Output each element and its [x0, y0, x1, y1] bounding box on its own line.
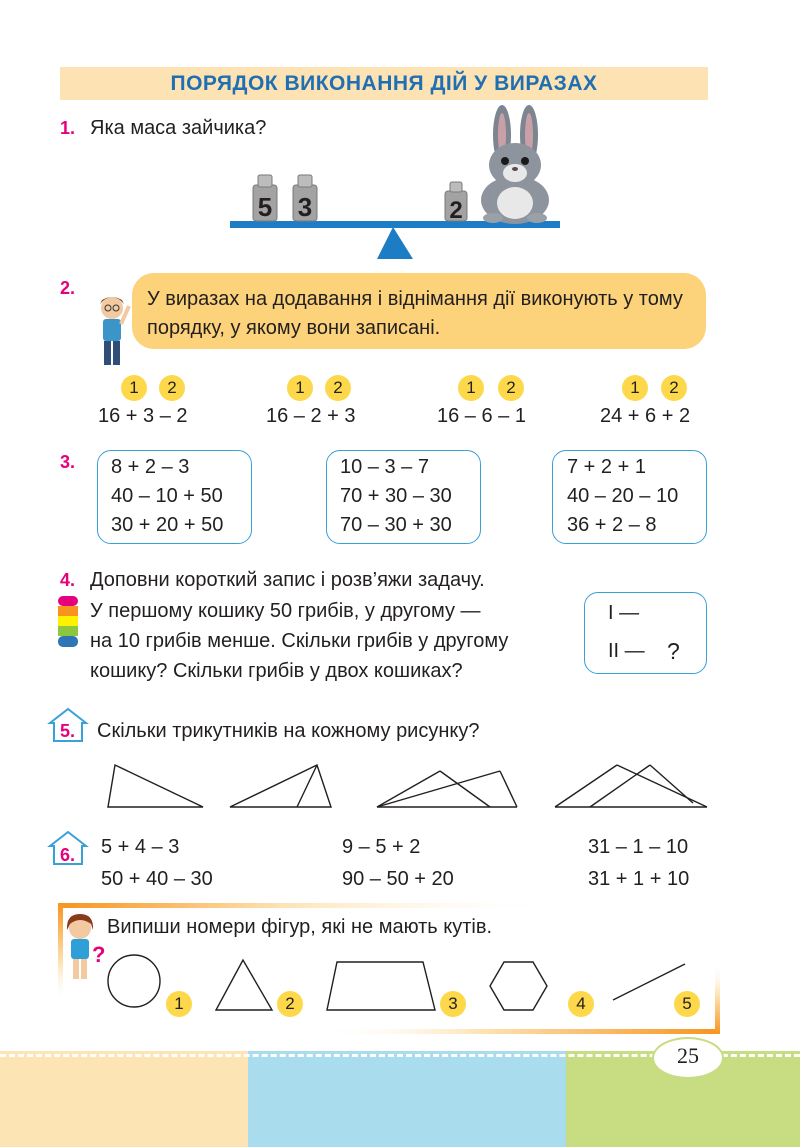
expression: 40 – 20 – 10 — [567, 485, 679, 507]
task6-column — [588, 831, 689, 895]
shape-number-badge: 4 — [568, 991, 594, 1017]
expression-list — [340, 453, 452, 540]
triangle-figure-4 — [555, 765, 707, 807]
boy-icon — [92, 292, 132, 370]
fulcrum-icon — [377, 227, 413, 259]
expression: 31 + 1 + 10 — [588, 868, 690, 890]
expression: 9 – 5 + 2 — [342, 836, 421, 858]
expression: 40 – 10 + 50 — [111, 485, 223, 507]
circle-shape — [108, 955, 160, 1007]
footer-band-middle — [248, 1051, 566, 1147]
expression: 7 + 2 + 1 — [567, 456, 646, 478]
hexagon-shape — [490, 962, 547, 1010]
shape-number-badge: 1 — [166, 991, 192, 1017]
shape-number-badge: 2 — [277, 991, 303, 1017]
order-badge: 1 — [458, 375, 484, 401]
expression: 70 + 30 – 30 — [340, 485, 452, 507]
page-title: ПОРЯДОК ВИКОНАННЯ ДІЙ У ВИРАЗАХ — [170, 72, 598, 95]
task4-instruction: Доповни короткий запис і розв’яжи задачу. — [90, 569, 485, 591]
triangle-figure-1 — [108, 765, 203, 807]
example-expression: 24 + 6 + 2 — [600, 405, 691, 427]
order-badge: 1 — [622, 375, 648, 401]
weight-label-3: 3 — [297, 192, 313, 222]
expression: 30 + 20 + 50 — [111, 514, 224, 536]
expression: 90 – 50 + 20 — [342, 868, 454, 890]
example-expression: 16 – 2 + 3 — [266, 405, 356, 427]
balance-scale-illustration — [225, 105, 565, 265]
order-badge: 2 — [325, 375, 351, 401]
task4-number: 4. — [60, 570, 76, 590]
problem-line: У першому кошику 50 грибів, у другому — — [90, 600, 481, 622]
task3-number: 3. — [60, 452, 76, 472]
triangle-shape — [216, 960, 272, 1010]
footer-band-left — [0, 1051, 248, 1147]
short-record-box — [584, 592, 707, 674]
order-badge: 2 — [498, 375, 524, 401]
task6-number: 6. — [60, 845, 76, 865]
problem-line: на 10 грибів менше. Скільки грибів у другому — [90, 630, 509, 652]
expression: 8 + 2 – 3 — [111, 456, 190, 478]
expression: 50 + 40 – 30 — [101, 868, 213, 890]
record-question: ? — [667, 638, 680, 664]
task6-column — [101, 831, 213, 895]
example-expression: 16 – 6 – 1 — [437, 405, 526, 427]
problem-line: кошику? Скільки грибів у двох кошиках? — [90, 660, 463, 682]
puzzle-text: Випиши номери фігур, які не мають кутів. — [107, 916, 493, 938]
shape-number-badge: 5 — [674, 991, 700, 1017]
shape-number-badge: 3 — [440, 991, 466, 1017]
rule-text: У виразах на додавання і віднімання дії виконують у тому порядку, у якому вони записані. — [147, 288, 683, 339]
expression: 5 + 4 – 3 — [101, 836, 180, 858]
expression: 36 + 2 – 8 — [567, 514, 657, 536]
order-badge: 1 — [121, 375, 147, 401]
record-line-2: II — — [608, 640, 645, 662]
task5-text: Скільки трикутників на кожному рисунку? — [97, 720, 480, 742]
page-number: 25 — [677, 1043, 699, 1068]
task2-number: 2. — [60, 278, 76, 298]
difficulty-levels-icon — [58, 596, 78, 648]
task1-number: 1. — [60, 118, 76, 138]
trapezoid-shape — [327, 962, 435, 1010]
order-badge: 2 — [661, 375, 687, 401]
weight-label-2: 2 — [449, 197, 463, 224]
shapes-figures — [105, 952, 710, 1022]
triangle-figure-3 — [377, 771, 517, 807]
weight-label-5: 5 — [257, 192, 273, 222]
line-segment-shape — [613, 964, 685, 1000]
rabbit-icon — [481, 105, 549, 224]
triangle-figures — [95, 757, 715, 812]
expression-list — [111, 453, 223, 540]
expression-list — [567, 453, 678, 540]
expression: 31 – 1 – 10 — [588, 836, 689, 858]
order-badge: 1 — [287, 375, 313, 401]
task6-column — [342, 831, 454, 895]
triangle-figure-2 — [230, 765, 331, 807]
question-mark-icon: ? — [92, 942, 106, 967]
expression: 10 – 3 – 7 — [340, 456, 429, 478]
girl-icon — [62, 912, 106, 986]
task5-number: 5. — [60, 721, 76, 741]
record-line-1: I — — [608, 602, 640, 624]
task4-problem — [90, 596, 508, 686]
task1-text: Яка маса зайчика? — [90, 117, 267, 139]
expression: 70 – 30 + 30 — [340, 514, 452, 536]
example-expression: 16 + 3 – 2 — [98, 405, 188, 427]
order-badge: 2 — [159, 375, 185, 401]
